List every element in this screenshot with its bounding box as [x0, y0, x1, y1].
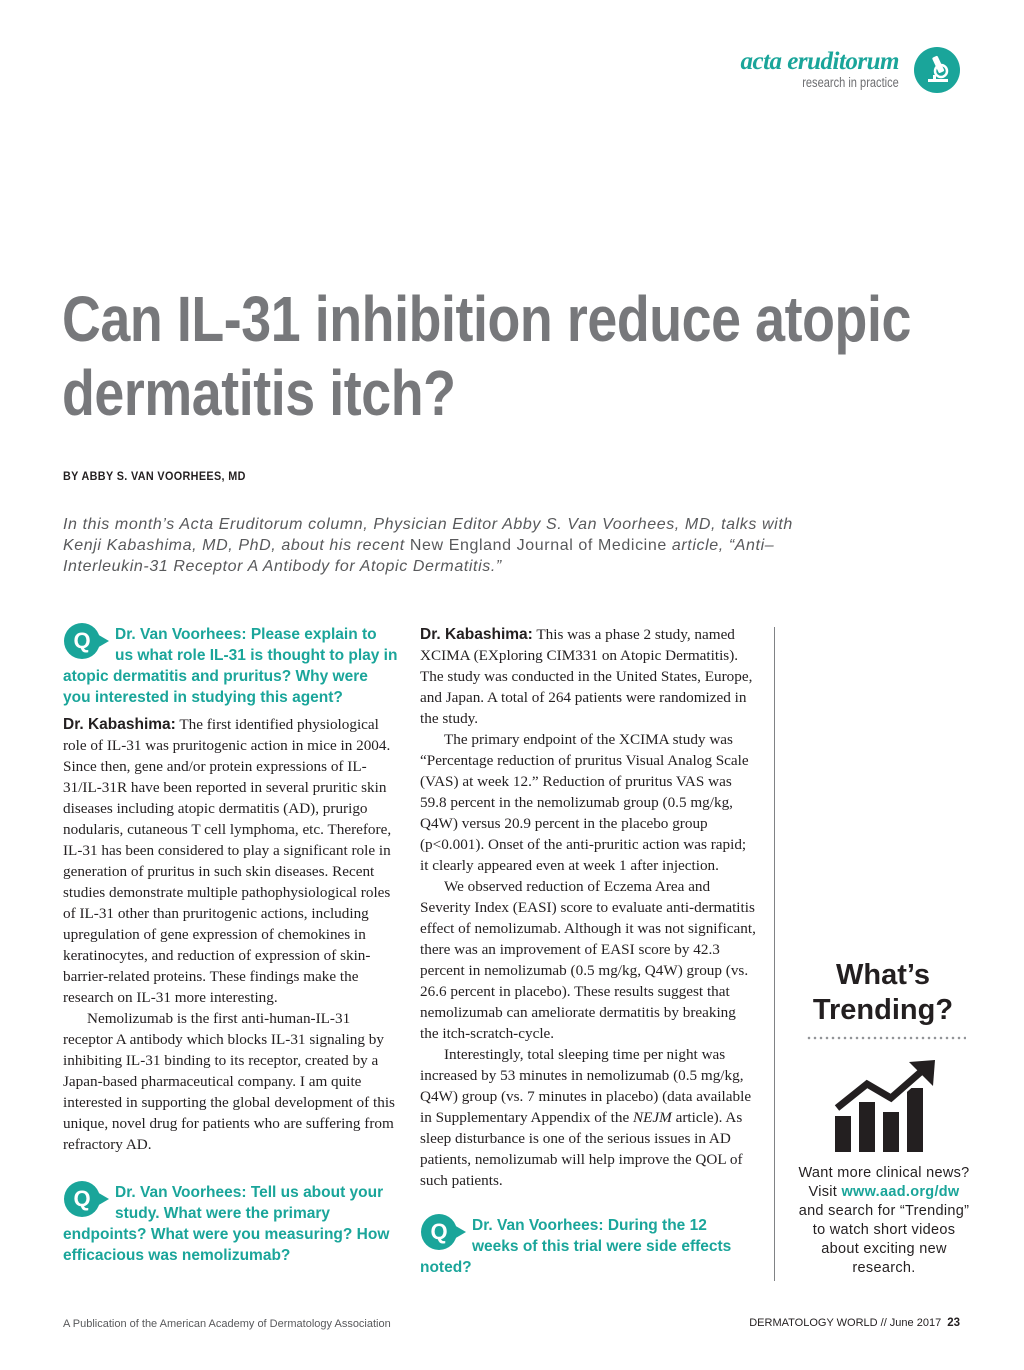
answer-text: This was a phase 2 study, named XCIMA (EXploring CIM331 on Atopic Dermatitis). The study was conducted in the United States, Europe, and Japan. A total of 264 patients were randomized in the study. — [420, 626, 753, 727]
intro-paragraph — [63, 514, 823, 577]
answer-paragraph: The primary endpoint of the XCIMA study was “Percentage reduction of pruritus Visual Analog Scale (VAS) at week 12.” Reduction of pruritus VAS was 59.8 percent in the nemolizumab group (0.5 mg/kg, Q4W) versus 20.9 percent in the placebo group (p<0.001). Onset of the anti-pruritic action was rapid; it clearly appeared even at week 1 after injection. — [420, 731, 749, 874]
trending-text — [795, 1164, 973, 1278]
q-badge-icon — [420, 1213, 466, 1251]
answer-text: Interestingly, total sleeping time per night was increased by 53 minutes in nemolizumab (0.5 mg/kg, Q4W) group (vs. 7 minutes in placebo) (data available in Supplementary Appendix of the — [420, 1046, 752, 1126]
question-block — [420, 1215, 757, 1278]
column-middle — [420, 624, 757, 1278]
footer-publication: A Publication of the American Academy of Dermatology Association — [63, 1318, 391, 1330]
journal-name: New England Journal of Medicine — [409, 537, 667, 554]
footer-issue — [749, 1317, 960, 1329]
intro-text-end: article, “Anti–Interleukin-31 Receptor A Antibody for Atopic Dermatitis.” — [63, 537, 775, 575]
svg-text:Q: Q — [73, 628, 91, 653]
svg-text:Q: Q — [73, 1186, 91, 1211]
answer-paragraph: We observed reduction of Eczema Area and Severity Index (EASI) score to evaluate anti-dermatitis effect of nemolizumab. Although it was not significant, there was an improvement of EASI score by 42.3 percent in nemolizumab (0.5 mg/kg, Q4W) group (vs. 26.6 percent in placebo). These results suggest that nemolizumab can ameliorate dermatitis by breaking the itch-scratch-cycle. — [420, 878, 756, 1042]
svg-text:Q: Q — [430, 1219, 448, 1244]
trending-link[interactable]: www.aad.org/dw — [841, 1184, 960, 1200]
answer-paragraph — [420, 1044, 757, 1191]
byline: BY ABBY S. VAN VOORHEES, MD — [63, 469, 246, 483]
answer-text: The first identified physiological role of IL-31 was pruritogenic action in mice in 2004. Since then, gene and/or protein expressions of IL-31/IL-31R have been reported in several pruritic skin diseases including atopic dermatitis (AD), prurigo nodularis, cutaneous T cell lymphoma, etc. Therefore, IL-31 has been considered to play a significant role in generation of pruritus in such skin diseases. Recent studies demonstrate multiple pathophysiological roles of IL-31 other than pruritogenic actions, including upregulation of gene expression of chemokines in keratinocytes, and reduction of expression of skin-barrier-related proteins. These findings make the research on IL-31 more interesting. — [63, 716, 392, 1006]
question-text: Dr. Van Voorhees: Please explain to us what role IL-31 is thought to play in atopic dermatitis and pruritus? Why were you interested in studying this agent? — [63, 626, 398, 706]
answer-paragraph: Nemolizumab is the first anti-human-IL-31 receptor A antibody which blocks IL-31 signaling by inhibiting IL-31 binding to its receptor, created by a Japan-based pharmaceutical company. I am quite interested in supporting the global development of this unique, novel drug for patients who are suffering from refractory AD. — [63, 1010, 395, 1153]
page-number: 23 — [947, 1317, 960, 1329]
column-left — [63, 624, 398, 1266]
journal-abbrev: NEJM — [633, 1109, 672, 1126]
q-badge-icon — [63, 1180, 109, 1218]
brand-subtitle: research in practice — [802, 75, 899, 90]
answer-block — [420, 624, 757, 1191]
trending-text-end: and search for “Trending” to watch short videos about exciting new research. — [798, 1203, 970, 1276]
dotted-divider — [806, 1036, 966, 1040]
trending-chart-icon — [833, 1058, 937, 1159]
page-title: Can IL-31 inhibition reduce atopic dermatitis itch? — [62, 283, 911, 429]
microscope-icon — [914, 47, 960, 93]
question-text: Dr. Van Voorhees: Tell us about your study. What were the primary endpoints? What were you measuring? How efficacious was nemolizumab? — [63, 1184, 390, 1264]
q-badge-icon — [63, 622, 109, 660]
speaker-name: Dr. Kabashima: — [420, 626, 533, 643]
column-divider — [774, 627, 775, 1281]
trending-text-start: Want more clinical news? Visit — [798, 1165, 970, 1200]
intro-text: In this month’s Acta Eruditorum column, Physician Editor Abby S. Van Voorhees, MD, talks with Kenji Kabashima, MD, PhD, about his recent — [63, 516, 793, 554]
question-block — [63, 1182, 398, 1266]
answer-block — [63, 714, 398, 1155]
question-text: Dr. Van Voorhees: During the 12 weeks of this trial were side effects noted? — [420, 1217, 732, 1276]
brand-name: acta eruditorum — [740, 48, 899, 75]
answer-text: article). As sleep disturbance is one of the serious issues in AD patients, nemolizumab will help improve the QOL of such patients. — [420, 1109, 743, 1189]
question-block — [63, 624, 398, 708]
footer-issue-text: DERMATOLOGY WORLD // June 2017 — [749, 1317, 942, 1329]
trending-title: What’s Trending? — [812, 959, 954, 1026]
speaker-name: Dr. Kabashima: — [63, 716, 176, 733]
